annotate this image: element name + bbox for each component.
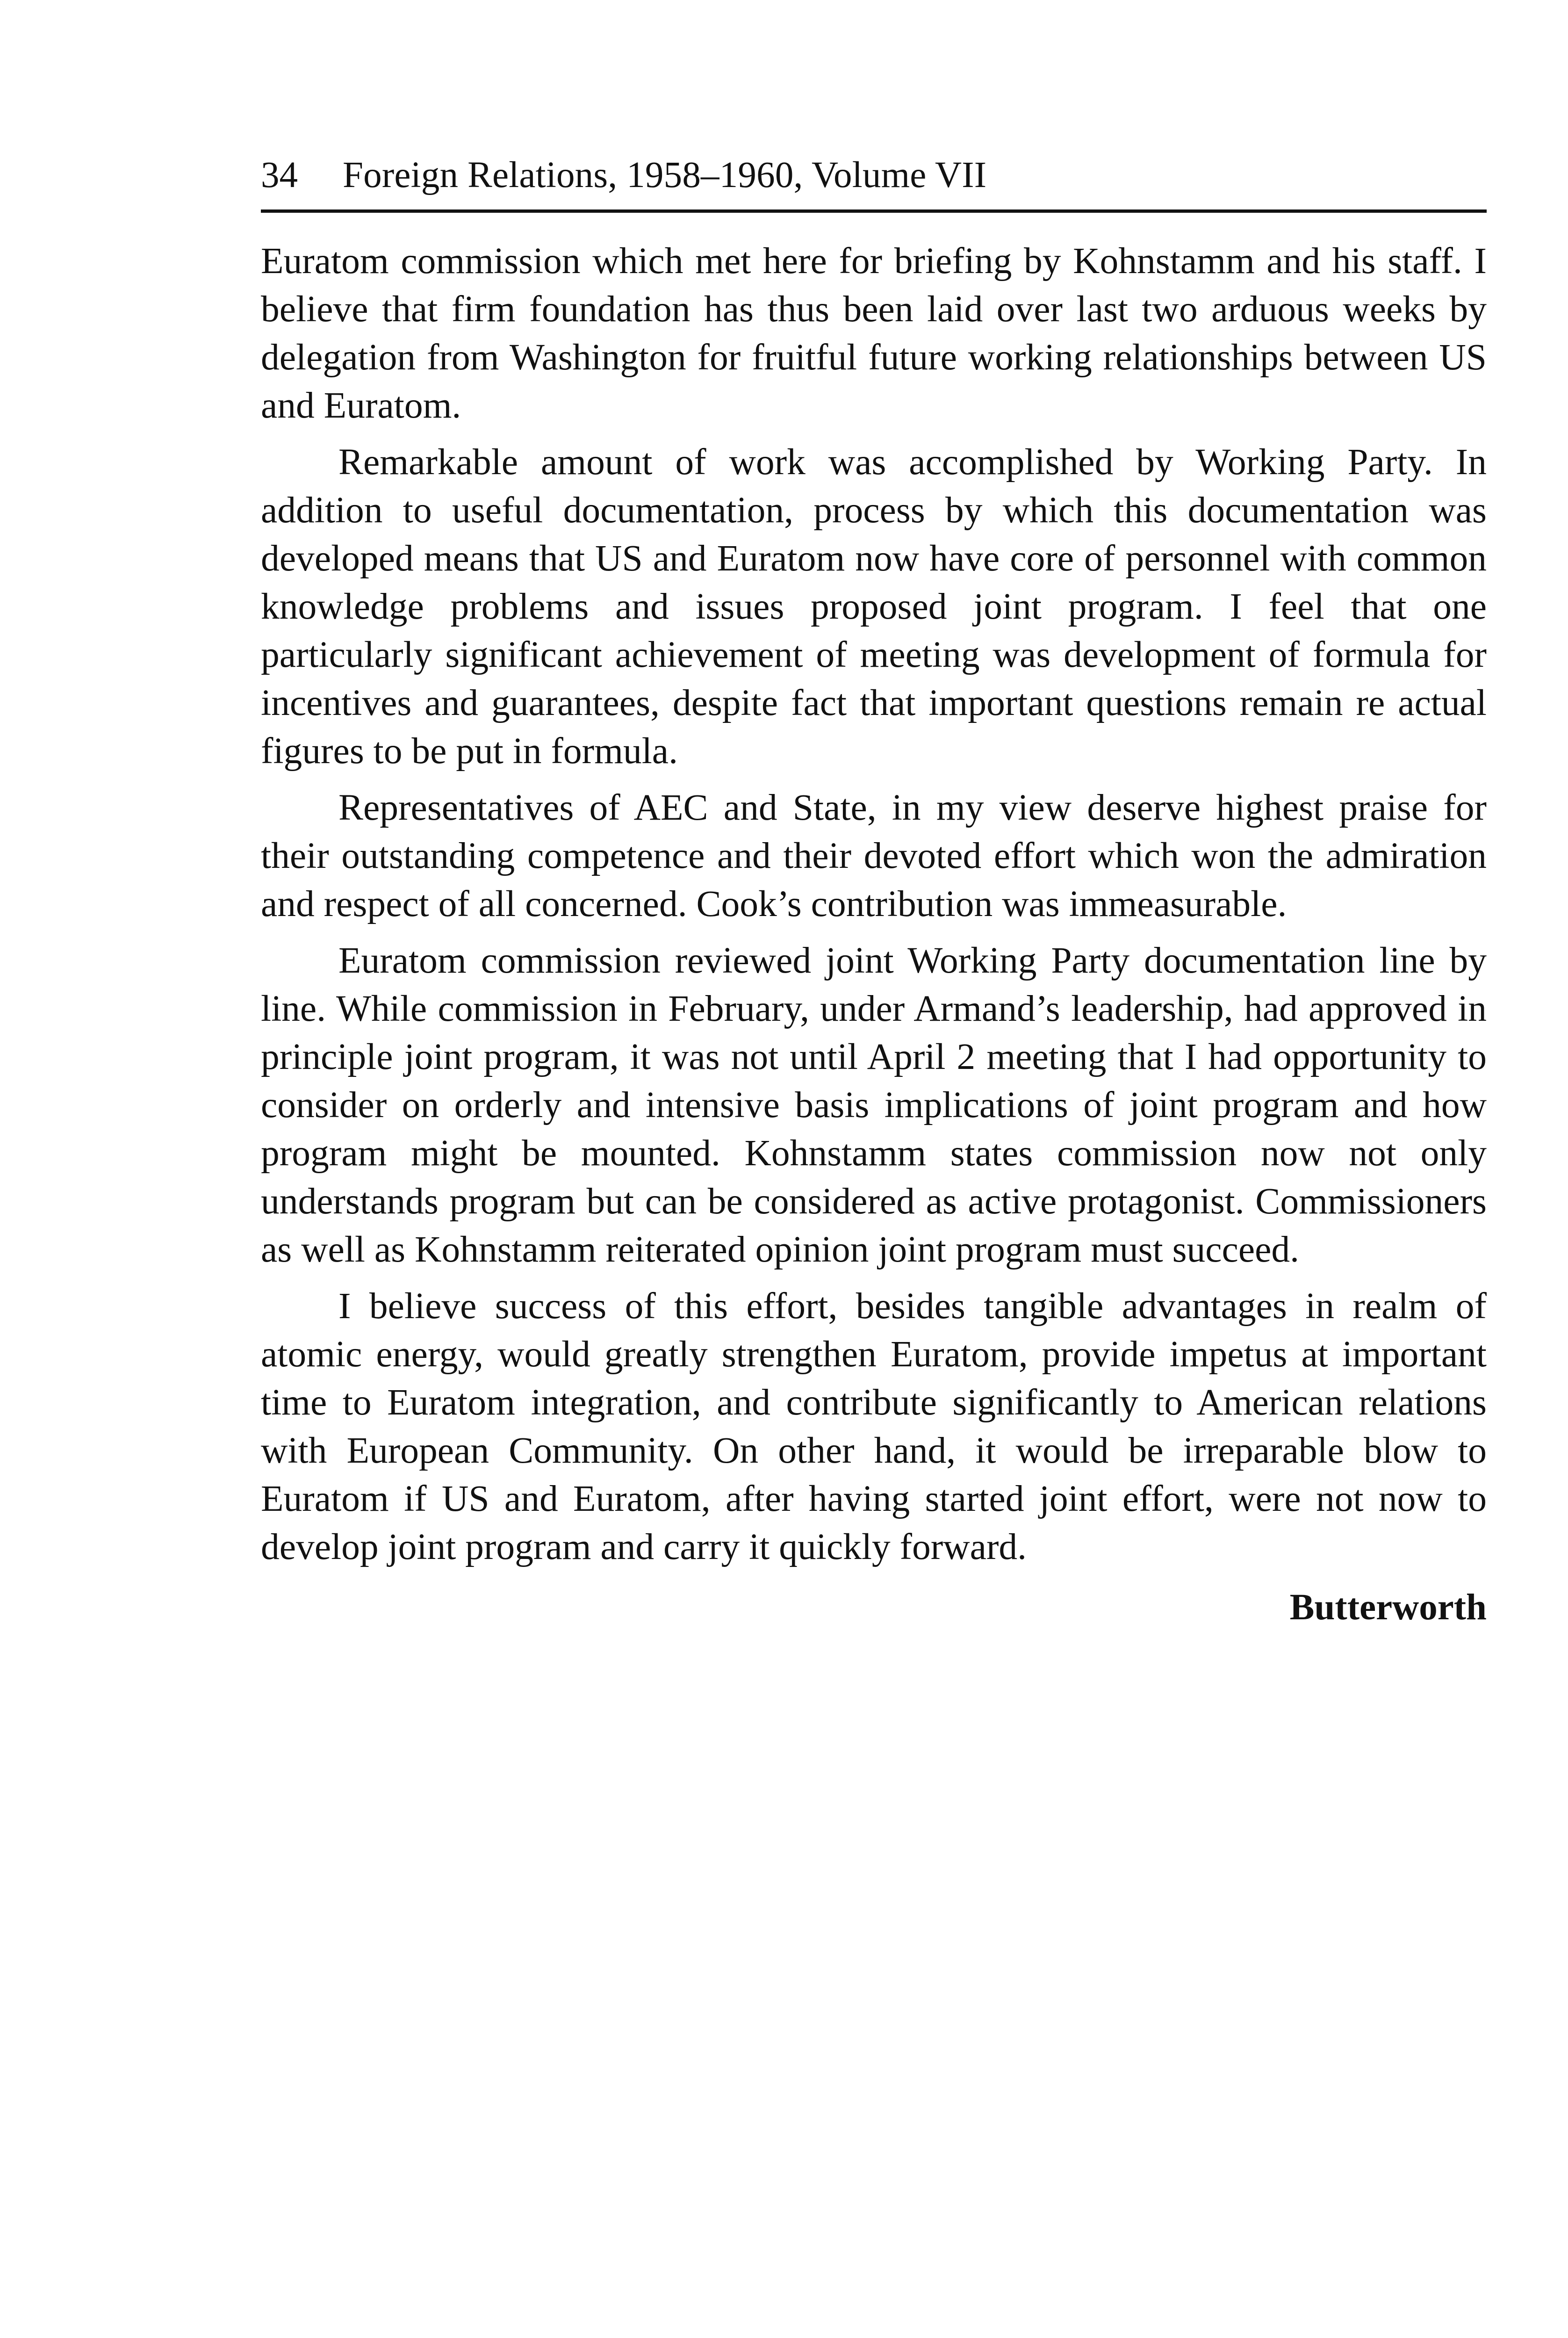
- signature: Butterworth: [1289, 1587, 1487, 1628]
- running-title: Foreign Relations, 1958–1960, Volume VII: [343, 155, 987, 195]
- paragraph-2: Remarkable amount of work was accomplished by Working Party. In addition to useful documentation, process by which this documentation was developed means that US and Euratom now have core of personnel with common knowledge problems and issues proposed joint program. I feel that one particularly significant achievement of meeting was development of formula for incentives and guarantees, despite fact that important questions remain re actual figures to be put in formula.: [261, 441, 1487, 772]
- page-number: 34: [261, 155, 298, 195]
- page-header: [261, 154, 1487, 213]
- paragraph-3: Representatives of AEC and State, in my view deserve highest praise for their outstanding competence and their devoted effort which won the admiration and respect of all concerned. Cook’s contribution was immeasurable.: [261, 787, 1487, 924]
- paragraph-5: I believe success of this effort, besides tangible advantages in realm of atomic energy, would greatly strengthen Euratom, provide impetus at important time to Euratom integration, and contribute significantly to American relations with European Community. On other hand, it would be irreparable blow to Euratom if US and Euratom, after having started joint effort, were not now to develop joint program and carry it quickly forward.: [261, 1285, 1487, 1567]
- document-page: [261, 154, 1487, 1631]
- paragraph-1: Euratom commission which met here for briefing by Kohnstamm and his staff. I believe that firm foundation has thus been laid over last two arduous weeks by delegation from Washington for fruitful future working relationships between US and Euratom.: [261, 240, 1487, 426]
- body-text: [261, 237, 1487, 1571]
- paragraph-4: Euratom commission reviewed joint Working Party documentation line by line. While commission in February, under Armand’s leadership, had approved in principle joint program, it was not until April 2 meeting that I had opportunity to consider on orderly and intensive basis implications of joint program and how program might be mounted. Kohnstamm states commission now not only understands program but can be considered as active protagonist. Commissioners as well as Kohnstamm reiterated opinion joint program must succeed.: [261, 940, 1487, 1270]
